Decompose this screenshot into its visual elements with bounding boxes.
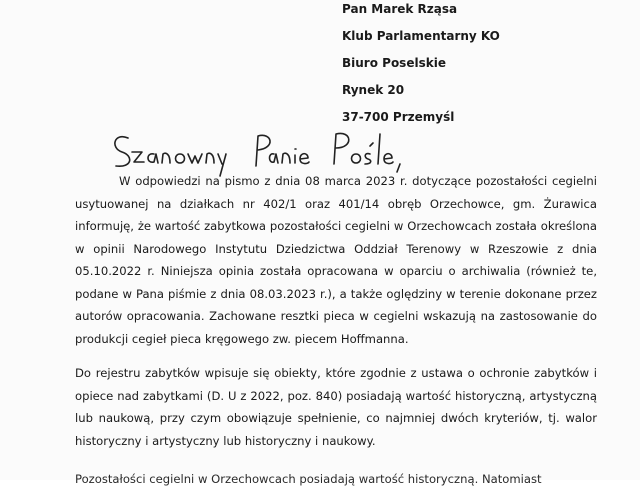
- letter-body: [75, 170, 597, 486]
- recipient-club: Klub Parlamentarny KO: [342, 29, 500, 43]
- recipient-address: [342, 0, 500, 131]
- salutation-text: [0, 0, 1, 1]
- paragraph-cut-off: Pozostałości cegielni w Orzechowcach posiadają wartość historyczną. Natomiast: [75, 472, 542, 486]
- recipient-street: Rynek 20: [342, 83, 405, 97]
- paragraph-reply: W odpowiedzi na pismo z dnia 08 marca 2023 r. dotyczące pozostałości cegielni usytuowanej na działkach nr 402/1 oraz 401/14 obręb Orzechowce, gm. Żurawica informuję, że wartość zabytkowa pozostałości cegielni w Orzechowcach została określona w opinii Narodowego Instytutu Dziedzictwa Oddział Terenowy w Rzeszowie z dnia 05.10.2022 r. Niniejsza opinia została opracowana w oparciu o archiwalia (również te, podane w Pana piśmie z dnia 08.03.2023 r.), a także oględziny w terenie dokonane przez autorów opracowania. Zachowane resztki pieca w cegielni wskazują na zastosowanie do produkcji cegieł pieca kręgowego zw. piecem Hoffmanna.: [75, 174, 597, 346]
- recipient-city: 37-700 Przemyśl: [342, 110, 455, 124]
- recipient-office: Biuro Poselskie: [342, 56, 446, 70]
- paragraph-register-criteria: Do rejestru zabytków wpisuje się obiekty, które zgodnie z ustawa o ochronie zabytków i opiece nad zabytkami (D. U z 2022, poz. 840) posiadają wartość historyczną, artystyczną lub naukową, przy czym obowiązuje spełnienie, co najmniej dwóch kryteriów, tj. walor historyczny i artystyczny lub historyczny i naukowy.: [75, 366, 597, 448]
- recipient-name: Pan Marek Rząsa: [342, 2, 458, 16]
